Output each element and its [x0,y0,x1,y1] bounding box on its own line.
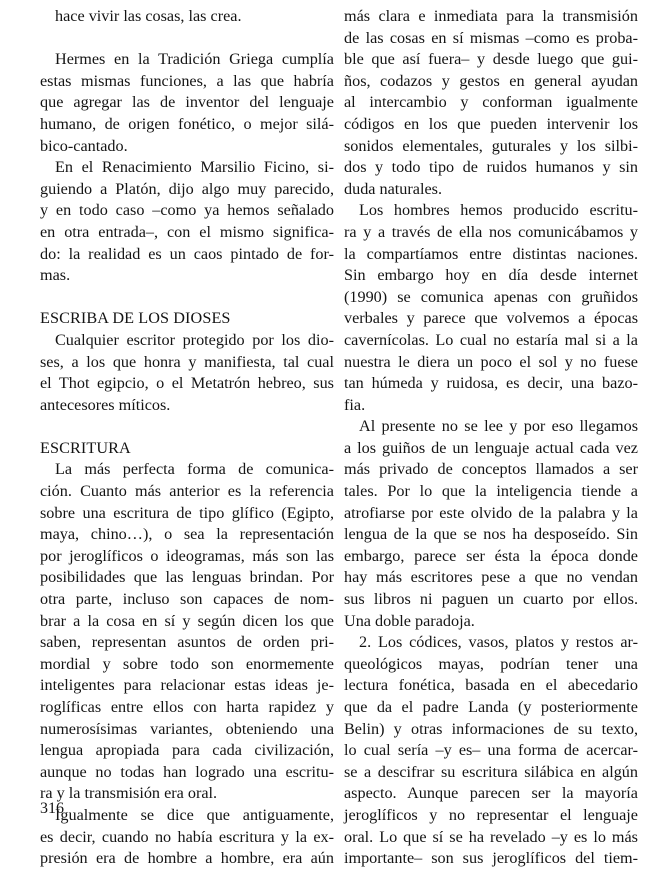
text-line: tan húmeda y ruidosa, es decir, una bazo- [344,374,638,393]
text-line: ra y a través de ella nos comunicábamos y [344,222,638,241]
text-line: tales. Por lo que la inteligencia tiende a [344,482,638,501]
text-line: saben, representan asuntos de orden pri- [40,633,334,652]
text-line: presión era de hombre a hombre, era aún [40,849,334,868]
section-heading: ESCRITURA [40,438,131,457]
text-line: de las cosas en sí mismas –como es proba- [344,28,638,47]
text-line: numerosísimas variantes, obteniendo una [40,719,334,738]
text-line: lectura fonética, basada en el abecedario [344,676,638,695]
paragraph-gap [40,287,334,309]
text-line: más privado de conceptos llamados a ser [344,460,638,479]
text-line: Hermes en la Tradición Griega cumplía [55,50,334,69]
text-line: jeroglíficos y no representar el lenguaje [344,805,638,824]
text-line: otra parte, incluso son capaces de nom- [40,590,334,609]
text-line: ses, a los que honra y manifiesta, tal cual [40,352,334,371]
text-line: Sin embargo hoy en día desde internet [344,266,638,285]
text-line: es decir, cuando no había escritura y la ex- [40,827,334,846]
text-line: lengua de la que se nos ha desposeído. Sin [344,525,638,544]
text-line: antecesores míticos. [40,395,171,414]
text-line: Igualmente se dice que antiguamente, [55,805,334,824]
text-line: Cualquier escritor protegido por los dio- [55,330,334,349]
text-line: La más perfecta forma de comunica- [55,460,334,479]
text-line: aspecto. Aunque parecen ser la mayoría [344,784,638,803]
text-line: do: la realidad es un caos pintado de for- [40,244,334,263]
text-line: el Thot egipcio, o el Metatrón hebreo, sus [40,374,334,393]
text-line: inteligentes para relacionar estas ideas je- [40,676,334,695]
text-line: posibilidades que las lenguas brindan. Por [40,568,334,587]
text-line: Los hombres hemos producido escritu- [359,201,638,220]
text-line: queológicos mayas, podrían tener una [344,654,638,673]
text-line: a los guiños de un lenguaje actual cada vez [344,438,638,457]
text-line: (1990) se comunica apenas con gruñidos [344,287,638,306]
text-line: humano, de origen fonético, o mejor silá- [40,114,334,133]
text-line: se a descifrar su escritura silábica en algún [344,762,638,781]
text-line: En el Renacimiento Marsilio Ficino, si- [55,158,334,177]
text-line: importante– son sus jeroglíficos del tiem- [344,849,638,868]
text-line: por jeroglíficos o ideogramas, más son las [40,546,334,565]
text-line: hay más escritores pese a que no vendan [344,568,638,587]
text-line: roglíficas entre ellos con harta rapidez y [40,698,334,716]
text-line: Al presente no se lee y por eso llegamos [359,417,638,436]
text-line: códigos en los que pueden intervenir los [344,114,638,133]
text-line: mordial y sobre todo son enormemente [40,654,334,673]
text-line: hace vivir las cosas, las crea. [55,7,242,25]
left-text-column [40,6,334,870]
text-line: guiendo a Platón, dijo algo muy parecido, [40,179,334,198]
text-line: en otra entrada–, con el mismo significa- [40,222,334,241]
text-line: Una doble paradoja. [344,611,475,630]
text-line: estas mismas funciones, a las que habría [40,71,334,90]
text-line: sus libros ni paguen un cuarto por ellos. [344,590,638,609]
text-line: lengua apropiada para cada civilización, [40,741,334,760]
text-line: mas. [40,266,71,285]
text-line: sobre una escritura de tipo glífico (Egipto, [40,503,334,522]
text-line: embargo, parece ser ésta la época donde [344,546,638,565]
text-line: lo cual sería –y es– una forma de acercar- [344,741,638,760]
text-line: aunque no todas han logrado una escritu- [40,762,334,781]
text-line: duda naturales. [344,179,442,198]
text-line: sonidos elementales, guturales y los silbi- [344,136,638,155]
text-line: ra y la transmisión era oral. [40,784,218,803]
text-line: maya, chino…), o sea la representación [40,525,334,544]
text-line: ble que así fuera– y desde luego que gui- [344,50,638,69]
text-line: ños, codazos y gestos en general ayudan [344,71,638,90]
text-line: 2. Los códices, vasos, platos y restos ar- [359,633,638,652]
text-line: atrofiarse por este olvido de la palabra y la [344,503,638,522]
text-line: bico-cantado. [40,136,128,155]
text-line: que da el padre Landa (y posteriormente [344,698,638,716]
text-line: ción. Cuanto más anterior es la referencia [40,482,334,501]
paragraph-gap [40,28,334,50]
text-line: al intercambio y conforman igualmente [344,93,638,112]
text-line: nuestra le diera un poco el sol y no fuese [344,352,638,371]
text-line: brar a la cosa en sí y según dicen los que [40,611,334,630]
text-line: oral. Lo que sí se ha revelado –y es lo más [344,827,638,846]
right-text-column [344,6,638,870]
text-line: Belin) y otras informaciones de su texto, [344,719,638,738]
text-line: y en todo caso –como ya hemos señalado [40,201,334,220]
text-line: verbales y parece que volvemos a épocas [344,309,638,328]
text-line: fia. [344,395,366,414]
text-line: la compartíamos entre distintas naciones. [344,244,638,263]
text-line: más clara e inmediata para la transmisión [344,7,638,25]
text-line: dos y todo tipo de ruidos humanos y sin [344,158,638,177]
text-line: cavernícolas. Lo cual no estaría mal si a la [344,330,638,349]
section-heading: ESCRIBA DE LOS DIOSES [40,309,231,328]
text-line: que agregar las de inventor del lenguaje [40,93,334,112]
paragraph-gap [40,416,334,438]
page-number: 316 [40,800,64,817]
